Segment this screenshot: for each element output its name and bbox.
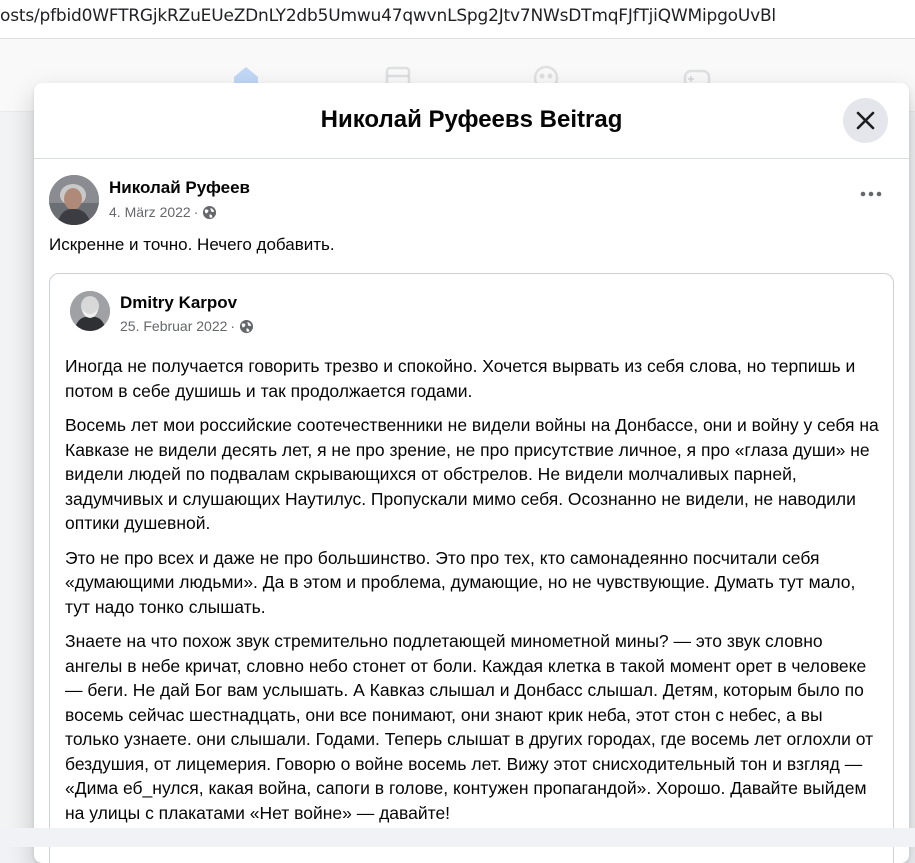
shared-post-meta bbox=[120, 318, 254, 334]
globe-icon[interactable] bbox=[239, 319, 254, 334]
url-text[interactable]: osts/pfbid0WFTRGjkRZuEUeZDnLY2db5Umwu47qwvnLSpg2Jtv7NWsDTmqFJfTjiQWMipgoUvBl bbox=[0, 6, 776, 26]
shared-paragraph: Знаете на что похож звук стремительно подлетающей минометной мины? — это звук словно ангелы в небе кричат, словно небо стонет от боли. Каждая клетка в такой момент орет в человеке — беги. Не дай Бог вам услышать. А Кавказ слышал и Донбасс слышал. Детям, которым было по восемь сейчас шестнадцать, они все понимают, они знают крик неба, этот стон с небес, а вы только узнаете. они слышали. Годами. Теперь слышат в других городах, где восемь лет оглохли от бездушия, от лицемерия. Говорю о войне восемь лет. Вижу этот снисходительный тон и взгляд — «Дима еб_нулся, какая война, сапоги в голове, контужен пропагандой». Хорошо. Давайте выйдем на улицы с плакатами «Нет войне» — давайте! bbox=[65, 631, 874, 823]
close-button[interactable] bbox=[843, 98, 888, 143]
shared-post-date[interactable]: 25. Februar 2022 bbox=[120, 318, 228, 334]
shared-author-name[interactable]: Dmitry Karpov bbox=[120, 293, 238, 312]
post-dialog bbox=[34, 83, 909, 863]
post-author-name[interactable]: Николай Руфеев bbox=[109, 178, 250, 197]
more-dots-icon bbox=[855, 178, 887, 210]
post-date[interactable]: 4. März 2022 bbox=[109, 204, 191, 220]
avatar[interactable] bbox=[49, 175, 99, 225]
shared-paragraph: Иногда не получается говорить трезво и спокойно. Хочется вырвать из себя слова, но терпишь и потом в себе душишь и так продолжается годами. bbox=[65, 356, 856, 401]
post-meta bbox=[109, 204, 217, 220]
post-options-button[interactable] bbox=[855, 178, 887, 210]
close-icon bbox=[855, 110, 876, 131]
shared-author-avatar[interactable] bbox=[70, 291, 110, 331]
shared-post[interactable] bbox=[49, 273, 894, 863]
globe-icon[interactable] bbox=[202, 205, 217, 220]
meta-separator: · bbox=[193, 204, 199, 220]
post-header bbox=[34, 175, 909, 227]
page-bottom-edge bbox=[0, 828, 915, 847]
shared-paragraph: Это не про всех и даже не про большинство. Это про тех, кто самонадеянно посчитали себя «думающими людьми». Да в этом и проблема, думающие, но не чувствующие. Думать тут мало, тут надо тонко слышать. bbox=[65, 547, 856, 617]
dialog-header bbox=[34, 83, 909, 159]
dialog-title: Николай Руфеевs Beitrag bbox=[320, 106, 623, 133]
address-bar[interactable] bbox=[0, 0, 915, 39]
shared-paragraph: Восемь лет мои российские соотечественники не видели войны на Донбассе, они и войну у себя на Кавказе не видели десять лет, я не про зрение, не про присутствие личное, я про «глаза души» не видели людей по подвалам скрывающихся от обстрелов. Не видели молчаливых парней, задумчивых и слушающих Наутилус. Пропускали мимо себя. Осознанно не видели, не наводили оптики душевной. bbox=[65, 415, 879, 533]
meta-separator: · bbox=[230, 318, 236, 334]
shared-post-body bbox=[65, 354, 880, 835]
post-text: Искренне и точно. Нечего добавить. bbox=[49, 235, 335, 254]
